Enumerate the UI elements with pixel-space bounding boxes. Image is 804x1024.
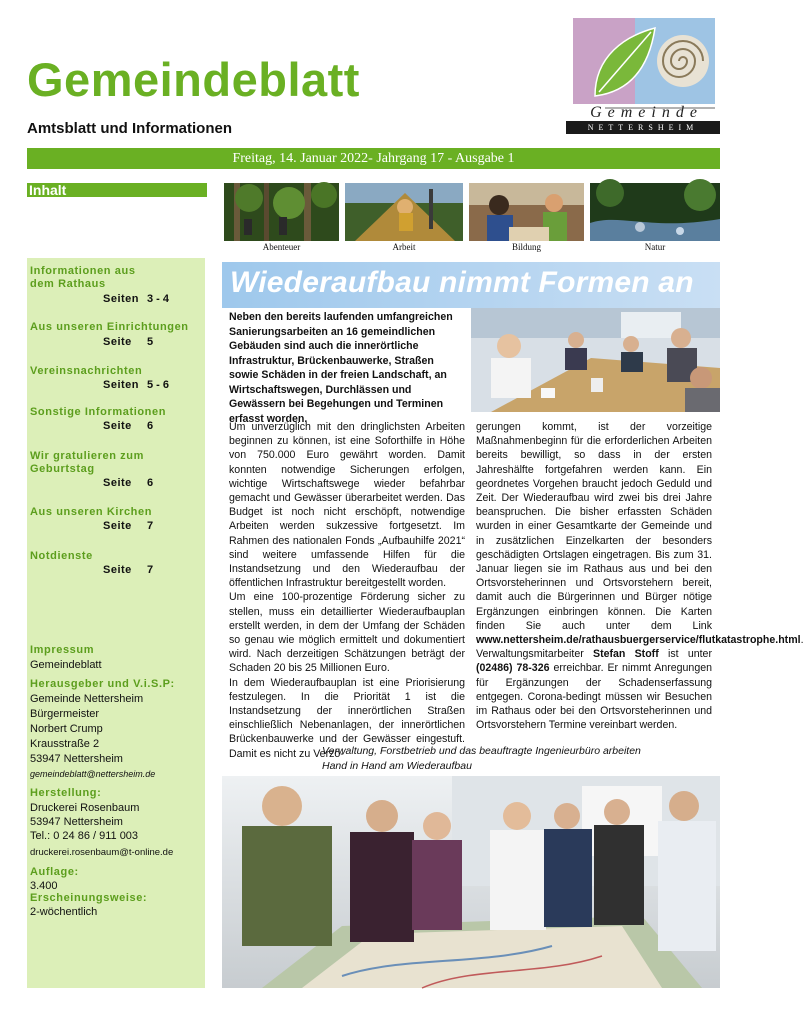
section-pages-label: Seiten	[103, 293, 140, 305]
edition-title: Auflage:	[30, 866, 79, 878]
section-pages: 3 - 4	[147, 293, 170, 305]
article-paragraph	[476, 420, 804, 732]
masthead-title: Gemeindeblatt	[27, 53, 360, 106]
article-lead: Neben den bereits laufenden umfangreichen Sanierungsarbeiten an 16 gemeindlichen Gebäuden sind auch die innerörtliche Infrastruktur, Brückenbauwerke, Straßen sowie Schäden in der freien Landschaft, an Wirtschaftswegen, Durchlässen und Gewässern bei Begehungen und Terminen erfasst worden.	[229, 311, 453, 425]
meeting-photo	[471, 308, 720, 412]
article-column-left	[229, 420, 465, 761]
section-pages-label: Seite	[103, 520, 132, 532]
impressum-name: Gemeindeblatt	[30, 659, 102, 671]
impressum-title: Impressum	[30, 644, 95, 656]
article-text: ist unter	[658, 648, 712, 661]
contact-person: Stefan Stoff	[593, 648, 659, 661]
photo-caption: Natur	[644, 242, 666, 252]
article-paragraph: Um unverzüglich mit den dringlichsten Arbeiten beginnen zu können, ist eine Soforthilfe in Höhe von 750.000 Euro gewährt worden. Damit konnten notwendige Sicherungen erfolgen, wichtige Wirtschaftswege wieder befahrbar gemacht und Gewässer überarbeitet werden. Das Budget ist noch nicht erschöpft, notwendige Arbeiten werden sukzessive fortgesetzt. Im Rahmen des nationalen Fonds „Aufbauhilfe 2021“ sind weitere umfassende Hilfen für die Instandsetzung und den Wiederaufbau der öffentlichen Infrastruktur bereitgestellt worden.	[229, 421, 465, 590]
article-text: gerungen kommt, ist der vorzeitige Maßnahmenbeginn für die erforderlichen Arbeiten bereits bewilligt, so dass in der ersten Jahreshälfte fortgefahren werden kann. Ein geordnetes Vorgehen braucht jedoch Geduld und Zeit. Der Wiederaufbau wird zwei bis drei Jahre beanspruchen. Die bisher erfassten Schäden wurden in einer Gesamtkarte der Gemeinde und in zusätzlichen Einzelkarten der besonders geschädigten Ortslagen eingetragen. Bis zum 31. Januar liegen sie im Rathaus aus und bei den Ortsvorsteherinnen und Ortsvorstehern bereit, damit auch die Bürgerinnen und Bürger nötige Ergänzungen einbringen können. Die Karten finden Sie auch unter dem Link	[476, 421, 712, 632]
photo-caption: Arbeit	[392, 242, 416, 252]
section-title: Sonstige Informationen	[30, 406, 167, 418]
section-title: Wir gratulieren zum Geburtstag	[30, 450, 144, 475]
article-column-right	[476, 420, 804, 732]
contents-sidebar	[27, 258, 205, 988]
contact-phone: (02486) 78-326	[476, 662, 550, 675]
photo-caption: Abenteuer	[262, 242, 301, 252]
contents-heading: Inhalt	[27, 183, 207, 197]
section-pages: 7	[147, 564, 154, 576]
edition-value: 3.400	[30, 880, 58, 892]
section-pages-label: Seite	[103, 477, 132, 489]
publisher-email[interactable]: gemeindeblatt@nettersheim.de	[30, 769, 156, 779]
section-pages: 5 - 6	[147, 379, 170, 391]
section-title: Vereinsnachrichten	[30, 365, 143, 377]
section-title: Notdienste	[30, 550, 93, 562]
section-pages: 6	[147, 477, 154, 489]
section-pages-label: Seiten	[103, 379, 140, 391]
section-pages: 5	[147, 336, 154, 348]
section-pages-label: Seite	[103, 336, 132, 348]
publisher-line: Norbert Crump	[30, 723, 103, 735]
publisher-line: Bürgermeister	[30, 708, 100, 720]
publisher-line: Gemeinde Nettersheim	[30, 693, 144, 705]
production-email[interactable]: druckerei.rosenbaum@t-online.de	[30, 847, 174, 858]
issue-date-bar: Freitag, 14. Januar 2022- Jahrgang 17 - Ausgabe 1	[27, 148, 720, 169]
masthead-subtitle: Amtsblatt und Informationen	[27, 120, 232, 137]
frequency-value: 2-wöchentlich	[30, 906, 98, 918]
section-title: Aus unseren Einrichtungen	[30, 321, 189, 333]
section-pages: 6	[147, 420, 154, 432]
frequency-title: Erscheinungsweise:	[30, 892, 148, 904]
production-line: Tel.: 0 24 86 / 911 003	[30, 830, 139, 842]
article-text: erreichbar. Er nimmt Anregungen für Ergänzungen der Schadenserfassung entgegen. Corona-bedingt müssen wir Besuchen im Rathaus oder bei den Ortsvorsteherinnen und Ortsvorstehern Termine vereinbart werden.	[476, 662, 712, 732]
photo-bildung	[469, 183, 584, 241]
photo-abenteuer	[224, 183, 339, 241]
photo-caption: Bildung	[511, 242, 541, 252]
section-pages-label: Seite	[103, 420, 132, 432]
section-title: Informationen aus dem Rathaus	[30, 265, 136, 290]
article-paragraph: Um eine 100-prozentige Förderung sicher zu stellen, muss ein detaillierter Wiederaufbauplan erstellt werden, in dem der Umfang der Schäden so genau wie möglich ermittelt und dokumentiert wird. Nach derzeitigen Schätzungen beträgt der Schaden 20 bis 25 Millionen Euro.	[229, 591, 465, 675]
publisher-line: Krausstraße 2	[30, 738, 100, 750]
flood-link[interactable]: www.nettersheim.de/rathausbuergerservice/flutkatastrophe.html	[476, 634, 801, 647]
group-photo-caption: Verwaltung, Forstbetrieb und das beauftragte Ingenieurbüro arbeiten Hand in Hand am Wiederaufbau	[322, 745, 641, 772]
production-title: Herstellung:	[30, 787, 102, 799]
group-photo	[222, 776, 720, 988]
article-headline: Wiederaufbau nimmt Formen an	[230, 266, 694, 299]
article-paragraph: In dem Wiederaufbauplan ist eine Priorisierung festzulegen. In die Priorität 1 ist die Instandsetzung der innerörtlichen Straßen einschließlich Nebenanlagen, der innerörtlichen Brückenbauwerke und der Gewässer eingestuft. Damit es nicht zu Verzö-	[229, 676, 465, 760]
section-pages: 7	[147, 520, 154, 532]
article-text: . Verwaltungsmitarbeiter	[476, 634, 804, 661]
section-pages-label: Seite	[103, 564, 132, 576]
logo-town: NETTERSHEIM	[566, 121, 720, 134]
photo-arbeit	[345, 183, 463, 241]
publisher-line: 53947 Nettersheim	[30, 753, 123, 765]
publisher-title: Herausgeber und V.i.S.P:	[30, 678, 175, 690]
production-line: Druckerei Rosenbaum	[30, 802, 140, 814]
logo-name: Gemeinde	[590, 104, 703, 121]
production-line: 53947 Nettersheim	[30, 816, 123, 828]
photo-natur	[590, 183, 720, 241]
section-title: Aus unseren Kirchen	[30, 506, 153, 518]
